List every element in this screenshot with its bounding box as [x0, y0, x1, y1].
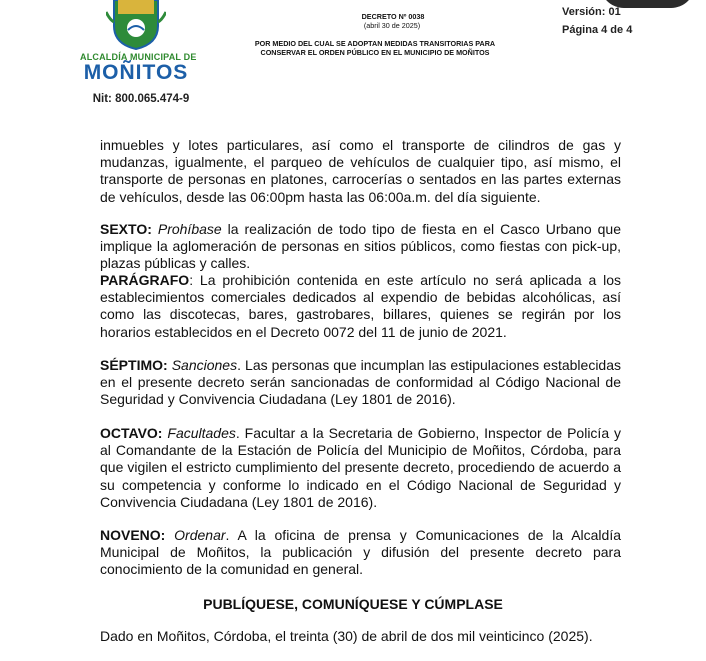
article-noveno [100, 527, 621, 579]
decree-date: (abril 30 de 2025) [363, 21, 421, 30]
article-title: Sanciones [171, 357, 238, 373]
article-septimo [100, 357, 621, 409]
article-label: SEXTO: [100, 221, 152, 237]
continuation-text: inmuebles y lotes particulares, así como el transporte de cilindros de gas y mudanzas, igualmente, el parqueo de vehículos de cualquier tipo, así mismo, el transporte de personas en platones, carrocerías o sentados en las partes externas de vehículos, desde las 06:00pm hasta las 06:00a.m. del día siguiente. [100, 137, 621, 205]
article-title: Prohíbase [157, 221, 222, 237]
logo-title-line2: MOÑITOS [83, 61, 189, 84]
version-label: Versión: 01 [562, 6, 621, 18]
article-octavo [100, 425, 621, 511]
decree-subject: POR MEDIO DEL CUAL SE ADOPTAN MEDIDAS TRANSITORIAS PARA CONSERVAR EL ORDEN PÚBLICO EN EL MUNICIPIO DE MOÑITOS [254, 39, 496, 57]
paragrafo-text: : La prohibición contenida en este artículo no será aplicada a los establecimientos comerciales dedicados al expendio de bebidas alcohólicas, así como las discotecas, bares, gastrobares, billares, quienes se regirán por los horarios establecidos en el Decreto 0072 del 11 de junio de 2021. [100, 272, 621, 340]
closing-formula: PUBLÍQUESE, COMUNÍQUESE Y CÚMPLASE [203, 596, 503, 612]
article-label: OCTAVO: [100, 425, 163, 441]
decree-number: DECRETO Nº 0038 [361, 12, 425, 21]
article-text: la realización de todo tipo de fiesta en el Casco Urbano que implique la aglomeración de personas en sitios públicos, como fiestas con pick-up, plazas públicas y calles. [100, 221, 622, 272]
continuation-paragraph [100, 137, 621, 206]
article-label: SÉPTIMO: [100, 357, 168, 373]
paragrafo [100, 272, 621, 341]
page-number: Página 4 de 4 [562, 24, 633, 36]
article-title: Ordenar [174, 527, 226, 543]
signing-place-date: Dado en Moñitos, Córdoba, el treinta (30) de abril de dos mil veinticinco (2025). [100, 628, 593, 644]
article-text: . Las personas que incumplan las estipulaciones establecidas en el presente decreto serán sancionadas de conformidad al Código Nacional de Seguridad y Convivencia Ciudadana (Ley 1801 de 2016). [100, 357, 622, 408]
article-label: NOVENO: [100, 527, 166, 543]
nit-number: Nit: 800.065.474-9 [92, 93, 190, 105]
coat-of-arms-icon [106, 0, 166, 50]
logo-title-line1: ALCALDÍA MUNICIPAL DE [80, 52, 197, 62]
municipal-logo [80, 0, 197, 85]
article-text: . A la oficina de prensa y Comunicaciones de la Alcaldía Municipal de Moñitos, la publicación y difusión del presente decreto para conocimiento de la comunidad en general. [100, 527, 621, 578]
decree-header [240, 12, 510, 57]
article-sexto [100, 221, 621, 273]
paragrafo-label: PARÁGRAFO [100, 272, 190, 288]
article-title: Facultades [167, 425, 236, 441]
article-text: . Facultar a la Secretaria de Gobierno, Inspector de Policía y al Comandante de la Estación de Policía del Municipio de Moñitos, Córdoba, para que vigilen el estricto cumplimiento del presente decreto, procediendo de acuerdo a su competencia y conforme lo indicado en el Código Nacional de Seguridad y Convivencia Ciudadana (Ley 1801 de 2016). [100, 425, 621, 510]
